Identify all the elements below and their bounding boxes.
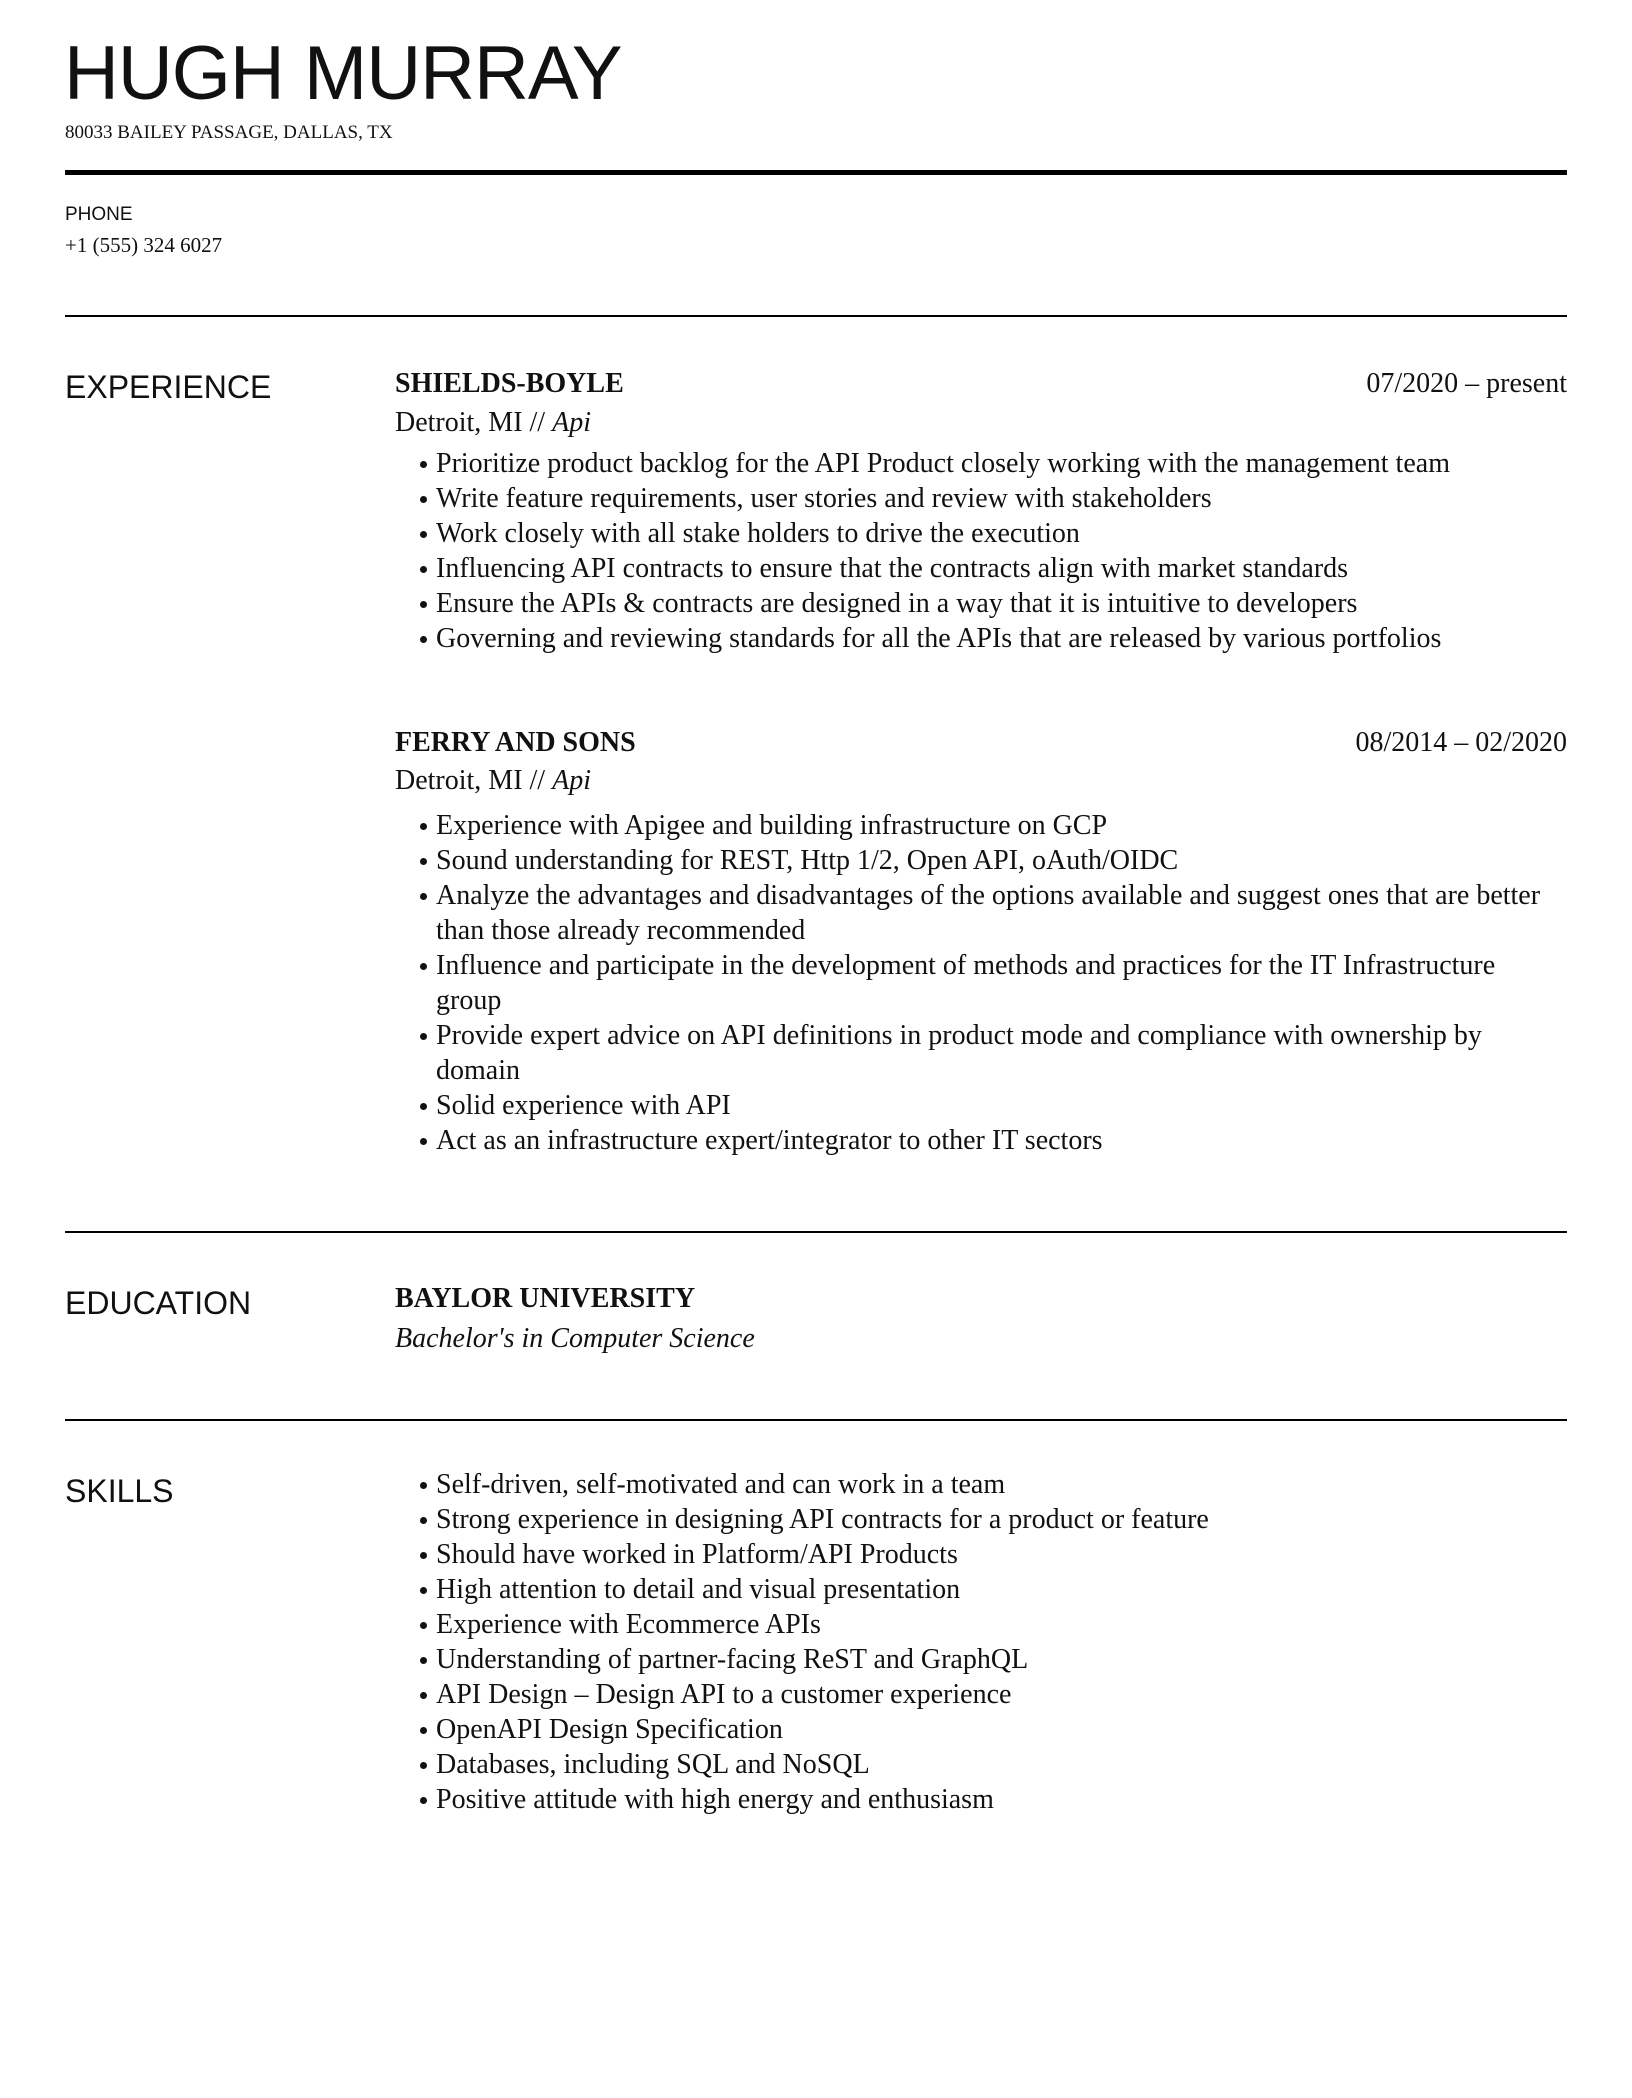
- list-item: Experience with Ecommerce APIs: [395, 1607, 1567, 1642]
- job-location: Detroit, MI: [395, 765, 523, 796]
- header-divider: [65, 170, 1567, 175]
- job-role: Api: [552, 407, 591, 438]
- job-location-role: [395, 405, 1567, 440]
- section-divider: [65, 315, 1567, 317]
- job-dates: 08/2014 – 02/2020: [1355, 727, 1567, 758]
- company-name: FERRY AND SONS: [395, 727, 636, 758]
- list-item: Governing and reviewing standards for all the APIs that are released by various portfolios: [395, 621, 1567, 656]
- job-bullets: [395, 808, 1567, 1158]
- job-location: Detroit, MI: [395, 407, 523, 438]
- address: 80033 BAILEY PASSAGE, DALLAS, TX: [65, 122, 393, 143]
- list-item: Strong experience in designing API contracts for a product or feature: [395, 1502, 1567, 1537]
- list-item: API Design – Design API to a customer experience: [395, 1677, 1567, 1712]
- list-item: High attention to detail and visual presentation: [395, 1572, 1567, 1607]
- job-entry: [395, 725, 1567, 1158]
- list-item: Sound understanding for REST, Http 1/2, Open API, oAuth/OIDC: [395, 843, 1567, 878]
- job-location-role: [395, 763, 1567, 798]
- list-item: Analyze the advantages and disadvantages of the options available and suggest ones that are better than those already recommended: [395, 878, 1567, 948]
- candidate-name: HUGH MURRAY: [64, 31, 622, 116]
- company-name: SHIELDS-BOYLE: [395, 368, 624, 399]
- separator: //: [522, 765, 553, 796]
- list-item: Influencing API contracts to ensure that the contracts align with market standards: [395, 551, 1567, 586]
- list-item: Positive attitude with high energy and enthusiasm: [395, 1782, 1567, 1817]
- list-item: Ensure the APIs & contracts are designed in a way that it is intuitive to developers: [395, 586, 1567, 621]
- school-name: BAYLOR UNIVERSITY: [395, 1283, 696, 1314]
- phone-number: +1 (555) 324 6027: [65, 233, 223, 257]
- list-item: Understanding of partner-facing ReST and GraphQL: [395, 1642, 1567, 1677]
- list-item: Experience with Apigee and building infrastructure on GCP: [395, 808, 1567, 843]
- list-item: Write feature requirements, user stories and review with stakeholders: [395, 481, 1567, 516]
- list-item: Self-driven, self-motivated and can work in a team: [395, 1467, 1567, 1502]
- phone-label: PHONE: [65, 204, 133, 225]
- education-heading: EDUCATION: [65, 1285, 252, 1321]
- list-item: Act as an infrastructure expert/integrator to other IT sectors: [395, 1123, 1567, 1158]
- job-entry: [395, 366, 1567, 656]
- degree: Bachelor's in Computer Science: [395, 1323, 755, 1354]
- job-bullets: [395, 446, 1567, 656]
- education-entry: [395, 1281, 1567, 1356]
- section-divider: [65, 1419, 1567, 1421]
- list-item: Solid experience with API: [395, 1088, 1567, 1123]
- list-item: Provide expert advice on API definitions in product mode and compliance with ownership by domain: [395, 1018, 1567, 1088]
- job-role: Api: [552, 765, 591, 796]
- list-item: Databases, including SQL and NoSQL: [395, 1747, 1567, 1782]
- skills-list: [395, 1467, 1567, 1817]
- list-item: Prioritize product backlog for the API Product closely working with the management team: [395, 446, 1567, 481]
- list-item: Should have worked in Platform/API Products: [395, 1537, 1567, 1572]
- section-divider: [65, 1231, 1567, 1233]
- skills-heading: SKILLS: [65, 1473, 174, 1509]
- experience-heading: EXPERIENCE: [65, 369, 272, 405]
- list-item: Influence and participate in the development of methods and practices for the IT Infrastructure group: [395, 948, 1567, 1018]
- skills-list-container: [395, 1467, 1567, 1817]
- list-item: Work closely with all stake holders to drive the execution: [395, 516, 1567, 551]
- list-item: OpenAPI Design Specification: [395, 1712, 1567, 1747]
- job-dates: 07/2020 – present: [1366, 368, 1567, 399]
- separator: //: [522, 407, 553, 438]
